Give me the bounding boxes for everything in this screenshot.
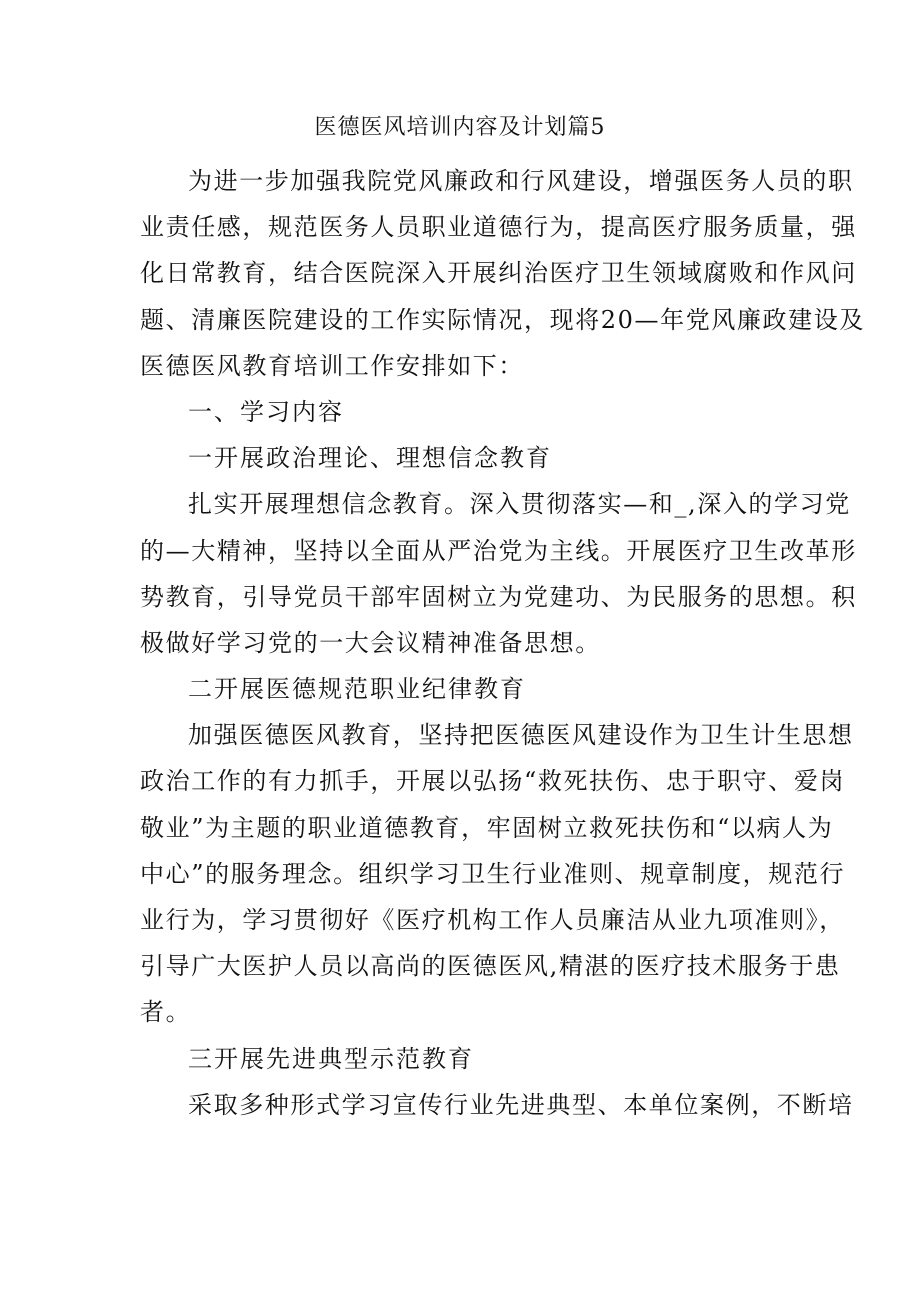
paragraph-line: 扎实开展理想信念教育。深入贯彻落实—和_,深入的学习党	[188, 490, 851, 519]
section-heading: 一、学习内容	[188, 397, 344, 426]
subsection-heading: 一开展政治理论、理想信念教育	[188, 444, 552, 473]
subsection-heading: 三开展先进典型示范教育	[188, 1044, 474, 1073]
document-body	[140, 158, 865, 1128]
paragraph-line: 化日常教育，结合医院深入开展纠治医疗卫生领域腐败和作风问	[140, 259, 857, 288]
paragraph-line: 医德医风教育培训工作安排如下：	[140, 351, 524, 380]
document-title: 医德医风培训内容及计划篇5	[314, 115, 606, 140]
paragraph-line: 者。	[140, 998, 192, 1027]
paragraph-line: 敬业”为主题的职业道德教育，牢固树立救死扶伤和“以病人为	[140, 813, 834, 842]
paragraph-line: 加强医德医风教育，坚持把医德医风建设作为卫生计生思想	[188, 721, 854, 750]
paragraph-line: 引导广大医护人员以高尚的医德医风,精湛的医疗技术服务于患	[140, 952, 841, 981]
paragraph-line: 中心”的服务理念。组织学习卫生行业准则、规章制度，规范行	[140, 859, 846, 888]
paragraph-line: 采取多种形式学习宣传行业先进典型、本单位案例，不断培	[188, 1090, 854, 1119]
paragraph-line: 政治工作的有力抓手，开展以弘扬“救死扶伤、忠于职守、爱岗	[140, 767, 846, 796]
paragraph-line: 为进一步加强我院党风廉政和行风建设，增强医务人员的职	[188, 167, 854, 195]
subsection-heading: 二开展医德规范职业纪律教育	[188, 675, 526, 704]
paragraph-line: 业责任感，规范医务人员职业道德行为，提高医疗服务质量，强	[140, 213, 857, 242]
paragraph-line: 题、清廉医院建设的工作实际情况，现将20—年党风廉政建设及	[140, 305, 865, 334]
paragraph-line: 的—大精神，坚持以全面从严治党为主线。开展医疗卫生改革形	[140, 536, 857, 565]
paragraph-line: 势教育，引导党员干部牢固树立为党建功、为民服务的思想。积	[140, 582, 857, 611]
paragraph-line: 业行为，学习贯彻好《医疗机构工作人员廉洁从业九项准则》，	[140, 906, 845, 934]
paragraph-line: 极做好学习党的一大会议精神准备思想。	[140, 628, 601, 657]
